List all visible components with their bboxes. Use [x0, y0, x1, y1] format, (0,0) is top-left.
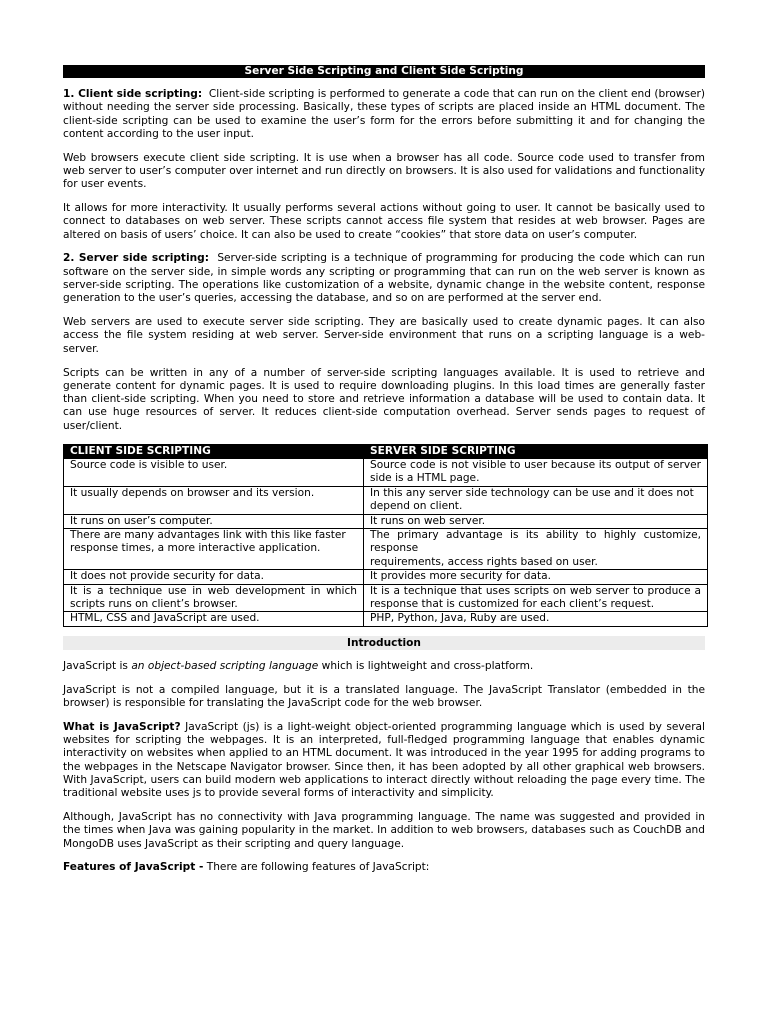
table-cell-client — [64, 528, 364, 569]
what-is-javascript-paragraph — [63, 721, 705, 801]
features-paragraph — [63, 861, 705, 874]
comparison-table-body — [64, 458, 708, 626]
intro-p1-start: JavaScript is — [63, 659, 132, 672]
server-side-paragraph-2: Web servers are used to execute server side scripting. They are basically used to create dynamic pages. It can also access the file system residing at web server. Server-side environment that runs on a scripting language is a web-server. — [63, 316, 705, 355]
table-row — [64, 570, 708, 584]
table-row — [64, 584, 708, 612]
table-cell-server — [364, 612, 708, 626]
table-cell-text: In this any server side technology can be use and it does not — [370, 486, 694, 499]
page-title: Server Side Scripting and Client Side Scripting — [63, 65, 705, 78]
features-text: There are following features of JavaScript: — [206, 861, 430, 874]
table-header-server: SERVER SIDE SCRIPTING — [364, 444, 708, 458]
server-side-paragraph-1 — [63, 252, 705, 305]
table-cell-client — [64, 514, 364, 528]
server-side-heading: 2. Server side scripting: — [63, 252, 209, 265]
table-cell-text: HTML, CSS and JavaScript are used. — [70, 612, 260, 625]
table-cell-server — [364, 570, 708, 584]
server-side-text-1: Server-side scripting is a technique of programming for producing the code which can run software on the server side, in simple words any scripting or programming that can run on the web server is known as server-side scripting. The operations like customization of a website, dynamic change in the website content, response generation to the user’s queries, accessing the database, and so on are performed at the server end. — [63, 252, 705, 305]
table-cell-text: It provides more security for data. — [370, 570, 551, 583]
intro-paragraph-1 — [63, 660, 705, 673]
table-cell-text: depend on client. — [370, 500, 463, 513]
what-is-javascript-text: JavaScript (js) is a light-weight object-oriented programming language which is used by several websites for scripting the webpages. It is an interpreted, full-fledged programming language that enables dynamic interactivity on websites when applied to an HTML document. It was introduced in the year 1995 for adding programs to the webpages in the Netscape Navigator browser. Since then, it has been adopted by all other graphical web browsers. With JavaScript, users can build modern web applications to interact directly without reloading the page every time. The traditional website uses js to provide several forms of interactivity and simplicity. — [63, 720, 705, 800]
table-cell-client — [64, 486, 364, 514]
table-cell-text: There are many advantages link with this like faster — [70, 528, 346, 541]
comparison-table — [63, 444, 708, 627]
table-cell-text: It runs on user’s computer. — [70, 514, 213, 527]
table-cell-text: It is a technique that uses scripts on web server to produce a response that is customized for each client’s request. — [370, 584, 701, 610]
features-heading: Features of JavaScript - — [63, 861, 204, 874]
intro-p1-emphasis: an object-based scripting language — [131, 659, 319, 672]
table-cell-server — [364, 458, 708, 486]
server-side-paragraph-3: Scripts can be written in any of a number of server-side scripting languages available. It is used to retrieve and generate content for dynamic pages. It is used to require downloading plugins. In this load times are generally faster than client-side scripting. When you need to store and retrieve information a database will be used to contain data. It can use huge resources of server. It reduces client-side computation overhead. Server sends pages to request of user/client. — [63, 366, 705, 432]
table-cell-client — [64, 458, 364, 486]
intro-paragraph-4: Although, JavaScript has no connectivity with Java programming language. The name was suggested and provided in the times when Java was gaining popularity in the market. In addition to web browsers, databases such as CouchDB and MongoDB uses JavaScript as their scripting and query language. — [63, 810, 705, 850]
table-cell-server — [364, 486, 708, 514]
table-cell-server — [364, 528, 708, 569]
table-row — [64, 514, 708, 528]
table-cell-text: The primary advantage is its ability to highly customize, response — [370, 528, 701, 555]
table-row — [64, 612, 708, 626]
client-side-text-1: Client-side scripting is performed to generate a code that can run on the client end (browser) without needing the server side processing. Basically, these types of scripts are placed inside an HTML document. The client-side scripting can be used to examine the user’s form for the errors before submitting it and for changing the content according to the user input. — [63, 88, 705, 140]
table-row — [64, 528, 708, 569]
table-cell-text: It usually depends on browser and its version. — [70, 486, 315, 499]
table-row — [64, 458, 708, 486]
table-cell-text: Source code is not visible to user because its output of server side is a HTML page. — [370, 458, 701, 485]
client-side-heading: 1. Client side scripting: — [63, 88, 203, 100]
table-header-client: CLIENT SIDE SCRIPTING — [64, 444, 364, 458]
table-cell-text: PHP, Python, Java, Ruby are used. — [370, 612, 550, 625]
table-cell-text: It runs on web server. — [370, 514, 486, 527]
client-side-paragraph-3: It allows for more interactivity. It usually performs several actions without going to user. It cannot be basically used to connect to databases on web server. These scripts cannot access file system that resides at web browser. Pages are altered on basis of users’ choice. It can also be used to create “cookies” that store data on user’s computer. — [63, 202, 705, 241]
table-cell-text: requirements, access rights based on user. — [370, 555, 598, 568]
table-cell-text: It is a technique use in web development in which scripts runs on client’s browser. — [70, 584, 357, 610]
document-content — [63, 65, 705, 885]
table-cell-text: Source code is visible to user. — [70, 458, 228, 471]
introduction-heading: Introduction — [63, 636, 705, 650]
table-cell-client — [64, 570, 364, 584]
table-cell-text: response times, a more interactive application. — [70, 542, 321, 555]
table-cell-server — [364, 514, 708, 528]
table-cell-server — [364, 584, 708, 612]
table-row — [64, 486, 708, 514]
client-side-paragraph-2: Web browsers execute client side scripting. It is use when a browser has all code. Source code used to transfer from web server to user’s computer over internet and run directly on browsers. It is also used for validations and functionality for user events. — [63, 151, 705, 191]
table-cell-text: It does not provide security for data. — [70, 570, 264, 583]
what-is-javascript-heading: What is JavaScript? — [63, 720, 181, 733]
table-cell-client — [64, 612, 364, 626]
table-header-row — [64, 444, 708, 458]
table-cell-client — [64, 584, 364, 612]
client-side-paragraph-1 — [63, 88, 705, 141]
intro-paragraph-2: JavaScript is not a compiled language, but it is a translated language. The JavaScript Translator (embedded in the browser) is responsible for translating the JavaScript code for the web browser. — [63, 683, 705, 709]
intro-p1-end: which is lightweight and cross-platform. — [318, 659, 534, 672]
